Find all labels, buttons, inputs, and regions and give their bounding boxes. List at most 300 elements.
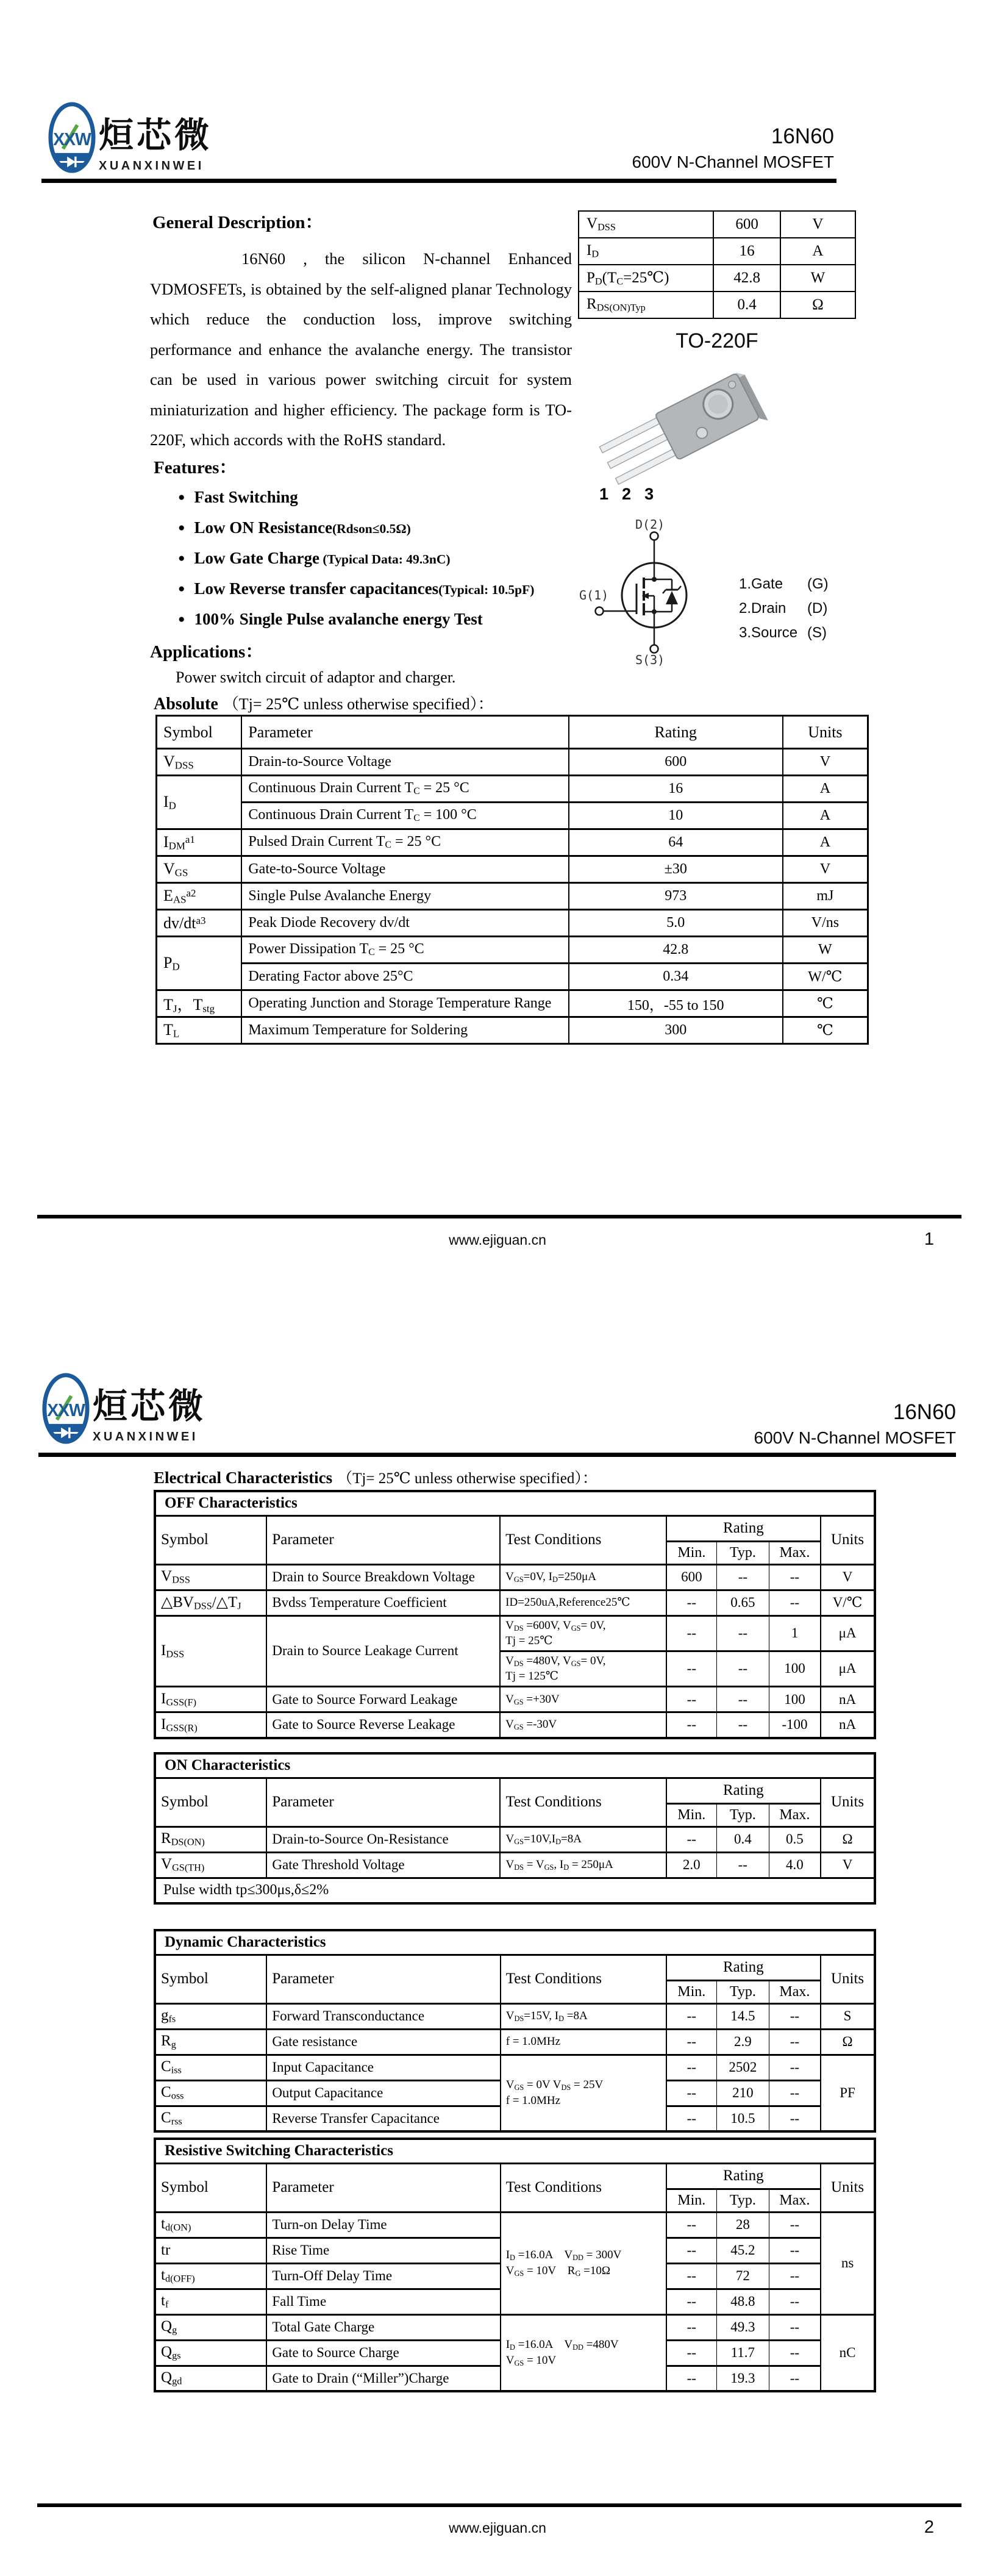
off-characteristics-table [154, 1490, 876, 1739]
cell-hmin: Min. [666, 1803, 717, 1826]
cell-sym: $I_{GSS(F)}$ [155, 1687, 266, 1712]
table-row [155, 1615, 875, 1651]
cell-param: Derating Factor above 25°C [241, 964, 568, 990]
table-row [155, 1515, 875, 1541]
cell-max: -- [769, 2366, 821, 2391]
cell-v: 16 [713, 238, 780, 265]
cell-min: -- [666, 1615, 717, 1651]
cell-min: -- [666, 2080, 717, 2106]
cell-param: Reverse Transfer Capacitance [266, 2106, 500, 2131]
cell-max: -- [769, 2340, 821, 2366]
table-row [157, 749, 868, 776]
cell-sym: tr [155, 2238, 266, 2263]
pin-legend-symbol: (S) [807, 624, 827, 641]
feature-text: Low ON Resistance [194, 518, 332, 537]
pin-number: 3 [644, 485, 654, 503]
part-number: 16N60 [893, 1400, 956, 1424]
table-row [155, 1712, 875, 1738]
page-subtitle: 600V N-Channel MOSFET [632, 152, 834, 171]
table-row [155, 2212, 875, 2238]
cell-param: Fall Time [266, 2289, 500, 2314]
cell-param: Power Dissipation $T_C = 25$ °C [241, 937, 568, 964]
cell-max: -- [769, 2314, 821, 2340]
bullet-icon: ● [178, 582, 185, 596]
cell-typ: -- [717, 1687, 769, 1712]
table-row [157, 856, 868, 883]
applications-text: Power switch circuit of adaptor and charger. [176, 668, 456, 686]
cell-sym: $C_{oss}$ [155, 2080, 266, 2106]
cell-min: -- [666, 2366, 717, 2391]
cell-sym: $V_{DSS}$ [155, 1564, 266, 1590]
cell-symbol: $I_{DM}^{a1}$ [157, 829, 242, 856]
cell-max: -- [769, 2055, 821, 2080]
feature-text: 100% Single Pulse avalanche energy Test [194, 610, 483, 628]
cell-typ: 0.65 [717, 1590, 769, 1615]
table-row [155, 1687, 875, 1712]
cell-hcond: Test Conditions [501, 1955, 666, 2003]
cell-rating: ±30 [569, 856, 783, 883]
cell-hmax: Max. [769, 2189, 821, 2212]
cell-param: Single Pulse Avalanche Energy [241, 883, 568, 910]
quick-specs-table [578, 210, 856, 319]
footer-rule [37, 2503, 961, 2507]
cell-min: -- [666, 2314, 717, 2340]
cell-max: -100 [769, 1712, 821, 1738]
cell-sym: $t_{d(ON)}$ [155, 2212, 266, 2238]
cell-param: Forward Transconductance [266, 2003, 500, 2029]
cell-min: -- [666, 2055, 717, 2080]
cell-units: V [821, 1852, 875, 1878]
feature-note: (Typical: 10.5pF) [438, 582, 535, 597]
brand-monogram: XXW [53, 129, 91, 149]
footer-rule [37, 1215, 961, 1218]
column-header: Symbol [157, 716, 242, 749]
cell-param: Turn-on Delay Time [266, 2212, 500, 2238]
electrical-heading-rest: （Tj= 25℃ unless otherwise specified）： [337, 1470, 597, 1487]
cell-param: Operating Junction and Storage Temperature Range [241, 990, 568, 1017]
cell-sym: $V_{GS(TH)}$ [155, 1852, 266, 1878]
cell-max: 0.5 [769, 1826, 821, 1852]
cell-hrating: Rating [666, 1515, 821, 1541]
cell-ttl: Dynamic Characteristics [155, 1930, 875, 1955]
cell-units: V/ns [783, 910, 868, 937]
cell-cond: $V_{GS} = 0V$ $V_{DS} = 25V$ f = 1.0MHz [501, 2055, 666, 2131]
cell-typ: 49.3 [716, 2314, 769, 2340]
cell-hrating: Rating [666, 1778, 821, 1803]
cell-param: Gate-to-Source Voltage [241, 856, 568, 883]
cell-min: -- [666, 2029, 717, 2055]
brand-monogram: XXW [47, 1400, 85, 1420]
cell-cond: $I_D =16.0A$ $V_{DD} =480V$ $V_{GS} = 10V$ [501, 2314, 666, 2391]
cell-min: -- [666, 1687, 717, 1712]
cell-typ: 10.5 [716, 2106, 769, 2131]
package-pin-numbers [599, 485, 654, 504]
dynamic-characteristics-table [154, 1929, 876, 2133]
package-image [582, 359, 838, 490]
cell-hpar: Parameter [266, 1778, 500, 1826]
cell-param: Maximum Temperature for Soldering [241, 1017, 568, 1044]
cell-param: Continuous Drain Current $T_C = 100$ °C [241, 803, 568, 829]
cell-param: Gate to Source Reverse Leakage [266, 1712, 500, 1738]
table-row [579, 211, 855, 238]
cell-sym: $R_{DS(ON)}$ [155, 1826, 266, 1852]
cell-sym: $g_{fs}$ [155, 2003, 266, 2029]
general-description-heading: General Description： [152, 213, 323, 232]
cell-hmin: Min. [666, 1541, 717, 1564]
pin-legend-name: 2.Drain [739, 600, 786, 617]
cell-param: Rise Time [266, 2238, 500, 2263]
cell-hunits: Units [821, 1778, 875, 1826]
cell-rating: 150，-55 to 150 [569, 990, 783, 1017]
cell-typ: 48.8 [716, 2289, 769, 2314]
header-rule [41, 179, 836, 183]
cell-max: -- [769, 2212, 821, 2238]
pin-number: 2 [622, 485, 632, 503]
cell-u: A [780, 238, 855, 265]
cell-rating: 0.34 [569, 964, 783, 990]
cell-hunits: Units [821, 2163, 875, 2212]
table-row [155, 1590, 875, 1615]
cell-units: Ω [821, 2029, 875, 2055]
brand-name-cn: 烜芯微 [99, 115, 212, 156]
cell-max: -- [769, 1564, 821, 1590]
pin-legend [739, 576, 829, 649]
table-row [579, 238, 855, 265]
cell-symbol: $P_D$ [157, 937, 242, 990]
cell-hrating: Rating [666, 1955, 821, 1980]
cell-max: 100 [769, 1651, 821, 1686]
cell-cond: $V_{DS}=15V$, $I_D =8A$ [501, 2003, 666, 2029]
cell-units: μA [821, 1651, 875, 1686]
cell-max: -- [769, 2238, 821, 2263]
cell-symbol: $V_{GS}$ [157, 856, 242, 883]
table-row [157, 990, 868, 1017]
cell-hpar: Parameter [266, 1515, 500, 1564]
cell-min: 2.0 [666, 1852, 717, 1878]
cell-param: Drain to Source Leakage Current [266, 1615, 500, 1687]
cell-max: -- [769, 2080, 821, 2106]
cell-typ: 11.7 [716, 2340, 769, 2366]
cell-max: -- [769, 2029, 821, 2055]
cell-typ: 210 [716, 2080, 769, 2106]
bullet-icon: ● [178, 613, 185, 626]
applications-heading: Applications： [150, 642, 263, 662]
cell-min: 600 [666, 1564, 717, 1590]
cell-sym: $t_f$ [155, 2289, 266, 2314]
header-rule [38, 1453, 956, 1457]
cell-units: W/℃ [783, 964, 868, 990]
cell-max: 1 [769, 1615, 821, 1651]
pin-legend-item [739, 600, 829, 617]
cell-symbol: $T_J$，$T_{stg}$ [157, 990, 242, 1017]
cell-sym: $C_{iss}$ [155, 2055, 266, 2080]
cell-hpar: Parameter [266, 2163, 500, 2212]
cell-typ: 14.5 [716, 2003, 769, 2029]
header-title [632, 126, 834, 171]
cell-hsym: Symbol [155, 2163, 266, 2212]
table-row [157, 964, 868, 990]
cell-param: Gate Threshold Voltage [266, 1852, 500, 1878]
pin-number: 1 [599, 485, 609, 503]
table-row [155, 2055, 875, 2080]
cell-htyp: Typ. [716, 1980, 769, 2003]
cell-max: 100 [769, 1687, 821, 1712]
table-row [157, 910, 868, 937]
electrical-heading-bold: Electrical Characteristics [154, 1469, 333, 1487]
cell-min: -- [666, 2212, 717, 2238]
cell-hcond: Test Conditions [501, 2163, 666, 2212]
cell-hunits: Units [821, 1955, 875, 2003]
feature-note: (Typical Data: 49.3nC) [319, 552, 451, 567]
cell-sym: $Q_{gd}$ [155, 2366, 266, 2391]
cell-param: Output Capacitance [266, 2080, 500, 2106]
brand-emblem-icon [47, 101, 97, 174]
cell-param: Bvdss Temperature Coefficient [266, 1590, 500, 1615]
page-subtitle: 600V N-Channel MOSFET [754, 1428, 956, 1447]
cell-min: -- [666, 2289, 717, 2314]
cell-l: $I_D$ [579, 238, 713, 265]
cell-symbol: $V_{DSS}$ [157, 749, 242, 776]
table-row [157, 776, 868, 803]
cell-min: -- [666, 2003, 717, 2029]
cell-units: ns [821, 2212, 875, 2314]
cell-max: -- [769, 2289, 821, 2314]
cell-typ: 2.9 [716, 2029, 769, 2055]
table-row [157, 883, 868, 910]
table-row [155, 1955, 875, 1980]
cell-cond: $V_{GS}=10V,I_D=8A$ [500, 1826, 666, 1852]
cell-sym: $C_{rss}$ [155, 2106, 266, 2131]
cell-htyp: Typ. [717, 1541, 769, 1564]
cell-units: S [821, 2003, 875, 2029]
pin-legend-name: 1.Gate [739, 576, 783, 592]
cell-hsym: Symbol [155, 1515, 266, 1564]
cell-hsym: Symbol [155, 1955, 266, 2003]
cell-min: -- [666, 2340, 717, 2366]
table-row [155, 1930, 875, 1955]
cell-max: -- [769, 1590, 821, 1615]
cell-ttl: OFF Characteristics [155, 1491, 875, 1515]
cell-min: -- [666, 2238, 717, 2263]
cell-param: Total Gate Charge [266, 2314, 500, 2340]
cell-param: Drain to Source Breakdown Voltage [266, 1564, 500, 1590]
footer-website[interactable]: www.ejiguan.cn [449, 1232, 546, 1248]
cell-param: Drain-to-Source Voltage [241, 749, 568, 776]
cell-cond: $V_{DS} =600V$, $V_{GS}= 0V$, Tj = 25℃ [500, 1615, 666, 1651]
cell-typ: -- [716, 1852, 769, 1878]
table-row [157, 829, 868, 856]
feature-note: (Rdson≤0.5Ω) [332, 521, 411, 536]
cell-max: -- [769, 2263, 821, 2289]
on-characteristics-table [154, 1752, 876, 1905]
cell-hmax: Max. [769, 1980, 821, 2003]
cell-units: ℃ [783, 990, 868, 1017]
brand-logo [41, 1372, 91, 1448]
resistive-switching-characteristics-table [154, 2138, 876, 2392]
absolute-ratings-table [155, 715, 869, 1045]
cell-sym: $R_g$ [155, 2029, 266, 2055]
cell-units: PF [821, 2055, 875, 2131]
cell-units: A [783, 803, 868, 829]
cell-cond: $V_{DS} =480V$, $V_{GS}= 0V$, Tj = 125℃ [500, 1651, 666, 1686]
general-description-text: 16N60 , the silicon N-channel Enhanced VDMOSFETs, is obtained by the self-aligned planar Technology which reduce the conduction loss, improve switching performance and enhance the avalanche energy. The transistor can be used in various power switching circuit for system miniaturization and higher efficiency. The package form is TO-220F, which accords with the RoHS standard. [150, 249, 572, 449]
cell-l: $R_{DS(ON)Typ}$ [579, 292, 713, 318]
cell-v: 0.4 [713, 292, 780, 318]
drain-terminal-label: D(2) [635, 517, 665, 532]
cell-units: V/℃ [821, 1590, 875, 1615]
cell-v: 600 [713, 211, 780, 238]
cell-htyp: Typ. [716, 2189, 769, 2212]
table-header-row [157, 716, 868, 749]
cell-htyp: Typ. [716, 1803, 769, 1826]
cell-rating: 300 [569, 1017, 783, 1044]
cell-l: $V_{DSS}$ [579, 211, 713, 238]
feature-item [178, 610, 483, 629]
cell-typ: 45.2 [716, 2238, 769, 2263]
part-number: 16N60 [771, 124, 834, 148]
cell-rating: 16 [569, 776, 783, 803]
cell-rating: 10 [569, 803, 783, 829]
page-number: 1 [924, 1229, 934, 1249]
feature-item [178, 549, 451, 568]
cell-units: V [783, 856, 868, 883]
cell-symbol: $dv/dt^{a3}$ [157, 910, 242, 937]
cell-sym: $I_{DSS}$ [155, 1615, 266, 1687]
cell-symbol: $I_D$ [157, 776, 242, 829]
cell-cond: f = 1.0MHz [501, 2029, 666, 2055]
header-title [754, 1401, 956, 1447]
brand-emblem-icon [41, 1372, 91, 1445]
table-row [155, 1753, 875, 1778]
package-label: TO-220F [676, 329, 758, 352]
cell-param: Drain-to-Source On-Resistance [266, 1826, 500, 1852]
cell-hmin: Min. [666, 2189, 717, 2212]
cell-cond: $I_D =16.0A$ $V_{DD} = 300V$ $V_{GS} = 10V$ $R_G =10\Omega$ [501, 2212, 666, 2314]
cell-units: nC [821, 2314, 875, 2391]
feature-item [178, 579, 534, 598]
cell-note: Pulse width tp≤300μs,δ≤2% [155, 1878, 875, 1903]
cell-param: Input Capacitance [266, 2055, 500, 2080]
cell-max: -- [769, 2106, 821, 2131]
cell-units: V [783, 749, 868, 776]
cell-param: Peak Diode Recovery dv/dt [241, 910, 568, 937]
cell-min: -- [666, 2263, 717, 2289]
cell-cond: $V_{GS}=0V$, $I_D=250\mu A$ [500, 1564, 666, 1590]
brand-name-cn: 烜芯微 [93, 1386, 206, 1426]
table-row [579, 265, 855, 292]
table-row [579, 292, 855, 318]
absolute-heading-rest: （Tj= 25℃ unless otherwise specified）： [223, 695, 494, 713]
cell-hmax: Max. [769, 1541, 821, 1564]
page-number: 2 [924, 2517, 934, 2537]
cell-cond: $V_{GS} =+30V$ [500, 1687, 666, 1712]
cell-typ: -- [717, 1564, 769, 1590]
feature-item [178, 488, 298, 507]
cell-sym: $Q_g$ [155, 2314, 266, 2340]
cell-min: -- [666, 1712, 717, 1738]
cell-param: Continuous Drain Current $T_C = 25$ °C [241, 776, 568, 803]
cell-typ: 19.3 [716, 2366, 769, 2391]
cell-typ: 2502 [716, 2055, 769, 2080]
cell-hcond: Test Conditions [500, 1515, 666, 1564]
table-row [155, 1852, 875, 1878]
cell-units: A [783, 776, 868, 803]
column-header: Rating [569, 716, 783, 749]
table-row [155, 1491, 875, 1515]
table-row [155, 2163, 875, 2189]
source-terminal-label: S(3) [635, 653, 665, 667]
cell-sym: $I_{GSS(R)}$ [155, 1712, 266, 1738]
table-row [155, 1778, 875, 1803]
cell-hmin: Min. [666, 1980, 717, 2003]
cell-max: 4.0 [769, 1852, 821, 1878]
table-row [155, 2029, 875, 2055]
column-header: Units [783, 716, 868, 749]
cell-min: -- [666, 2106, 717, 2131]
cell-typ: 72 [716, 2263, 769, 2289]
feature-text: Low Gate Charge [194, 549, 319, 567]
brand-logo [47, 101, 97, 177]
cell-max: -- [769, 2003, 821, 2029]
pin-legend-name: 3.Source [739, 624, 798, 641]
cell-param: Gate to Source Forward Leakage [266, 1687, 500, 1712]
footer-website[interactable]: www.ejiguan.cn [449, 2520, 546, 2536]
absolute-heading-bold: Absolute [154, 695, 218, 714]
cell-sym: $t_{d(OFF)}$ [155, 2263, 266, 2289]
cell-symbol: $E_{AS}^{a2}$ [157, 883, 242, 910]
features-heading: Features： [154, 458, 237, 478]
cell-hmax: Max. [769, 1803, 821, 1826]
cell-typ: -- [717, 1712, 769, 1738]
cell-param: Turn-Off Delay Time [266, 2263, 500, 2289]
pin-legend-item [739, 576, 829, 593]
cell-rating: 5.0 [569, 910, 783, 937]
feature-text: Low Reverse transfer capacitances [194, 579, 439, 598]
cell-sym: $\triangle BV_{DSS}/\triangle T_J$ [155, 1590, 266, 1615]
cell-typ: 28 [716, 2212, 769, 2238]
cell-typ: 0.4 [716, 1826, 769, 1852]
cell-units: nA [821, 1712, 875, 1738]
brand-name-en: XUANXINWEI [99, 159, 204, 173]
cell-cond: $V_{GS} =-30V$ [500, 1712, 666, 1738]
cell-hunits: Units [821, 1515, 875, 1564]
bullet-icon: ● [178, 491, 185, 504]
cell-hsym: Symbol [155, 1778, 266, 1826]
cell-typ: -- [717, 1615, 769, 1651]
cell-cond: $V_{DS} = V_{GS}$, $I_D = 250\mu A$ [500, 1852, 666, 1878]
cell-typ: -- [717, 1651, 769, 1686]
gate-terminal-label: G(1) [579, 588, 609, 603]
cell-u: W [780, 265, 855, 292]
cell-units: μA [821, 1615, 875, 1651]
feature-text: Fast Switching [194, 488, 298, 506]
cell-min: -- [666, 1651, 717, 1686]
cell-units: V [821, 1564, 875, 1590]
column-header: Parameter [241, 716, 568, 749]
table-row [157, 1017, 868, 1044]
cell-l: $P_D(T_C=25℃)$ [579, 265, 713, 292]
table-row [155, 2003, 875, 2029]
cell-rating: 973 [569, 883, 783, 910]
cell-hrating: Rating [666, 2163, 821, 2189]
cell-units: A [783, 829, 868, 856]
cell-units: nA [821, 1687, 875, 1712]
cell-rating: 600 [569, 749, 783, 776]
absolute-ratings-heading [154, 692, 494, 714]
cell-units: mJ [783, 883, 868, 910]
cell-units: Ω [821, 1826, 875, 1852]
cell-param: Gate resistance [266, 2029, 500, 2055]
